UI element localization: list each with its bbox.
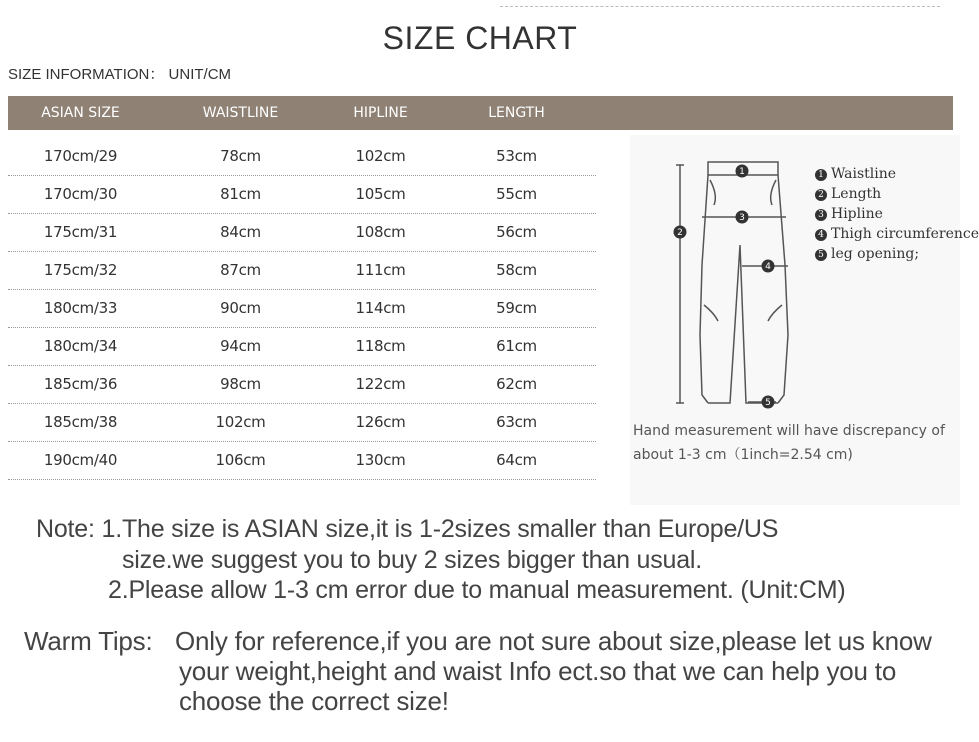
warm-tips-line-3: choose the correct size!	[179, 686, 449, 716]
table-row	[8, 327, 596, 366]
page-title: SIZE CHART	[382, 20, 578, 56]
header-hipline: HIPLINE	[353, 105, 408, 121]
top-divider	[500, 6, 940, 7]
cell-asian-size: 175cm/32	[43, 261, 118, 279]
cell-length: 62cm	[496, 375, 537, 393]
cell-hipline: 126cm	[355, 413, 406, 431]
note-line-3: 2.Please allow 1-3 cm error due to manual measurement. (Unit:CM)	[108, 576, 846, 604]
cell-waistline: 87cm	[220, 261, 261, 279]
cell-waistline: 90cm	[220, 299, 261, 317]
cell-length: 61cm	[496, 337, 537, 355]
cell-hipline: 122cm	[355, 375, 406, 393]
cell-hipline: 114cm	[355, 299, 406, 317]
cell-hipline: 102cm	[355, 147, 406, 165]
cell-length: 59cm	[496, 299, 537, 317]
warm-tips-line-2: your weight,height and waist Info ect.so that we can help you to	[179, 656, 897, 686]
cell-waistline: 94cm	[220, 337, 261, 355]
cell-waistline: 81cm	[220, 185, 261, 203]
table-row	[8, 251, 596, 290]
cell-waistline: 78cm	[220, 147, 261, 165]
cell-asian-size: 185cm/36	[43, 375, 118, 393]
cell-hipline: 118cm	[355, 337, 406, 355]
cell-length: 64cm	[496, 451, 537, 469]
cell-length: 53cm	[496, 147, 537, 165]
cell-asian-size: 180cm/34	[43, 337, 118, 355]
cell-asian-size: 175cm/31	[43, 223, 118, 241]
cell-length: 56cm	[496, 223, 537, 241]
warm-tips-line-1: Only for reference,if you are not sure about size,please let us know	[175, 626, 932, 656]
cell-asian-size: 190cm/40	[43, 451, 118, 469]
table-row	[8, 365, 596, 404]
cell-waistline: 98cm	[220, 375, 261, 393]
table-row	[8, 441, 596, 480]
header-length: LENGTH	[488, 105, 545, 121]
cell-hipline: 130cm	[355, 451, 406, 469]
legend-item-waistline: 1 Waistline	[815, 164, 979, 184]
table-header	[8, 96, 953, 130]
cell-length: 58cm	[496, 261, 537, 279]
cell-length: 55cm	[496, 185, 537, 203]
table-row	[8, 289, 596, 328]
svg-text:3: 3	[739, 213, 745, 223]
svg-text:1: 1	[739, 167, 745, 177]
svg-text:2: 2	[677, 228, 683, 238]
legend-item-leg-opening: 5 leg opening;	[815, 244, 979, 264]
legend-item-length: 2 Length	[815, 184, 979, 204]
cell-hipline: 108cm	[355, 223, 406, 241]
cell-waistline: 106cm	[215, 451, 266, 469]
size-information-label: SIZE INFORMATION： UNIT/CM	[8, 66, 232, 83]
hand-measurement-note: Hand measurement will have discrepancy of about 1-3 cm（1inch=2.54 cm)	[633, 423, 945, 463]
note-line-1: Note: 1.The size is ASIAN size,it is 1-2sizes smaller than Europe/US	[36, 515, 779, 543]
header-asian-size: ASIAN SIZE	[41, 105, 120, 121]
header-waistline: WAISTLINE	[202, 105, 279, 121]
table-row	[8, 137, 596, 176]
cell-asian-size: 170cm/30	[43, 185, 118, 203]
cell-hipline: 111cm	[355, 261, 406, 279]
cell-asian-size: 185cm/38	[43, 413, 118, 431]
cell-waistline: 102cm	[215, 413, 266, 431]
svg-text:4: 4	[765, 262, 771, 272]
legend-item-thigh: 4 Thigh circumference	[815, 224, 979, 244]
diagram-legend	[815, 164, 979, 264]
cell-length: 63cm	[496, 413, 537, 431]
svg-text:5: 5	[765, 398, 771, 408]
table-row	[8, 213, 596, 252]
note-line-2: size.we suggest you to buy 2 sizes bigger than usual.	[122, 546, 703, 574]
cell-asian-size: 170cm/29	[43, 147, 118, 165]
cell-asian-size: 180cm/33	[43, 299, 118, 317]
cell-waistline: 84cm	[220, 223, 261, 241]
table-row	[8, 175, 596, 214]
legend-item-hipline: 3 Hipline	[815, 204, 979, 224]
table-row	[8, 403, 596, 442]
warm-tips-label: Warm Tips:	[24, 626, 153, 656]
cell-hipline: 105cm	[355, 185, 406, 203]
